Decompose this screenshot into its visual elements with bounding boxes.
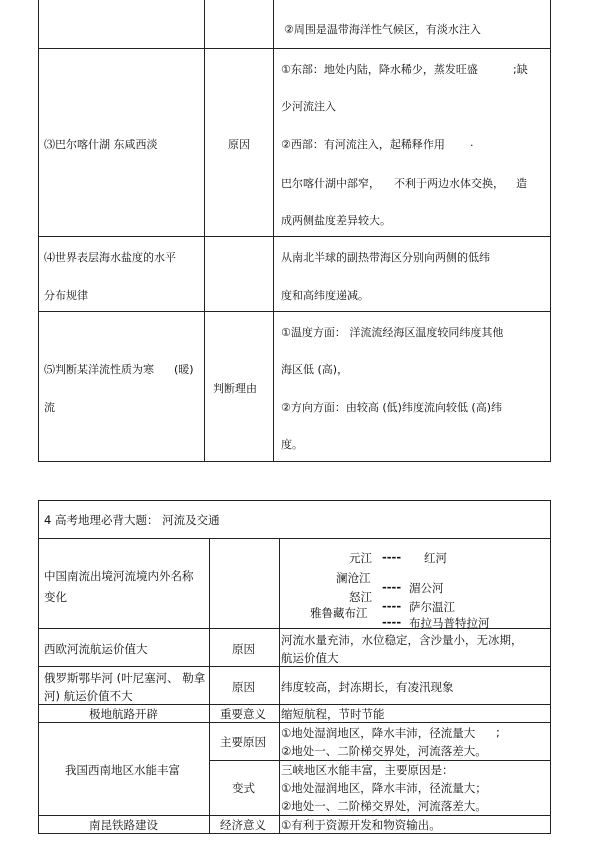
hydro-cause-line1: ①地处湿润地区，降水丰沛，径流量大 (281, 726, 476, 740)
river-dash: ---- (382, 550, 402, 564)
hydro-type2: 变式 (232, 781, 255, 795)
row3-content-line2: 度和高纬度递减。 (281, 289, 369, 302)
row2-line3: ②西部：有河流注入，起稀释作用 (281, 138, 445, 151)
xiou-type: 原因 (232, 642, 255, 656)
polar-type: 重要意义 (220, 707, 266, 721)
river-foreign-mekong: 湄公河 (409, 581, 444, 595)
hydro-cause-line2: ②地处一、二阶梯交界处，河流落差大。 (281, 744, 487, 758)
russia-content: 纬度较高，封冻期长，有凌汛现象 (281, 680, 454, 694)
river-cn-yarlung: 雅鲁藏布江 (310, 606, 368, 620)
row4-topic-line1: ⑸判断某洋流性质为寒 (44, 363, 154, 376)
row2-line2: 少河流注入 (281, 100, 336, 113)
hydro-variant-line2: ①地处湿润地区，降水丰沛，径流量大； (281, 781, 487, 795)
river-cn-nujiang: 怒江 (349, 590, 372, 604)
row4-topic-line1-tail: (暖) (174, 363, 194, 376)
xiou-label: 西欧河流航运价值大 (44, 642, 148, 656)
river-dash: ---- (382, 580, 402, 594)
river-foreign-brahmaputra: 布拉马普特拉河 (409, 616, 490, 630)
russia-label-line2: 河) 航运价值不大 (44, 689, 133, 703)
table2-heading: 4 高考地理必背大题： 河流及交通 (44, 513, 220, 527)
row1-content: ②周围是温带海洋性气候区，有淡水注入 (284, 23, 481, 36)
hydro-variant-line1: 三峡地区水能丰富，主要原因是： (281, 763, 454, 777)
row2-line1-tail: ;缺 (513, 63, 528, 76)
row2-line4b: 不利于两边水体交换， (394, 177, 504, 190)
hydro-variant-line3: ②地处一、二阶梯交界处，河流落差大。 (281, 799, 487, 813)
row4-content-line4: 度。 (281, 438, 303, 451)
row4-type: 判断理由 (213, 382, 257, 395)
russia-type: 原因 (232, 680, 255, 694)
row4-content-line2: 海区低 (高)， (281, 363, 349, 376)
rivers-label-line2: 变化 (44, 590, 67, 604)
river-foreign-salween: 萨尔温江 (409, 600, 455, 614)
river-dash: ---- (382, 599, 402, 613)
hydro-cause-line1-tail: ; (496, 725, 500, 739)
rail-type: 经济意义 (220, 818, 266, 832)
river-foreign-honghe: 红河 (424, 551, 447, 565)
row2-topic: ⑶巴尔喀什湖 东咸西淡 (44, 138, 158, 151)
rail-content: ①有利于资源开发和物资输出。 (281, 818, 441, 832)
row2-line5: 成两侧盐度差异较大。 (281, 214, 391, 227)
river-dash: ---- (382, 615, 402, 629)
russia-label-line1: 俄罗斯鄂毕河 (叶尼塞河、 勒拿 (44, 671, 206, 685)
hydro-type1: 主要原因 (220, 735, 266, 749)
polar-label: 极地航路开辟 (89, 707, 158, 721)
row3-topic-line2: 分布规律 (44, 289, 88, 302)
rail-label: 南昆铁路建设 (89, 818, 158, 832)
row4-content-line1: ①温度方面： 洋流流经海区温度较同纬度其他 (281, 326, 504, 339)
xiou-content-line1: 河流水量充沛，水位稳定，含沙量小，无冰期， (281, 633, 523, 647)
river-cn-lancangjiang: 澜沧江 (336, 571, 371, 585)
row2-line3-tail: . (470, 136, 474, 149)
river-cn-yuanjiang: 元江 (349, 551, 372, 565)
row4-topic-line2: 流 (44, 401, 55, 414)
row3-topic-line1: ⑷世界表层海水盐度的水平 (44, 251, 176, 264)
row3-content-line1: 从南北半球的副热带海区分别向两侧的低纬 (281, 251, 490, 264)
xiou-content-line2: 航运价值大 (281, 651, 339, 665)
row2-line1: ①东部：地处内陆，降水稀少，蒸发旺盛 (281, 63, 478, 76)
row2-type: 原因 (228, 138, 250, 151)
hydro-label: 我国西南地区水能丰富 (65, 763, 180, 777)
rivers-label-line1: 中国南流出境河流境内外名称 (44, 569, 194, 583)
polar-content: 缩短航程，节时节能 (281, 707, 385, 721)
row2-line4a: 巴尔喀什湖中部窄， (281, 177, 380, 190)
row4-content-line3: ②方向方面：由较高 (低)纬度流向较低 (高)纬 (281, 401, 503, 414)
row2-line4c: 造 (516, 177, 527, 190)
